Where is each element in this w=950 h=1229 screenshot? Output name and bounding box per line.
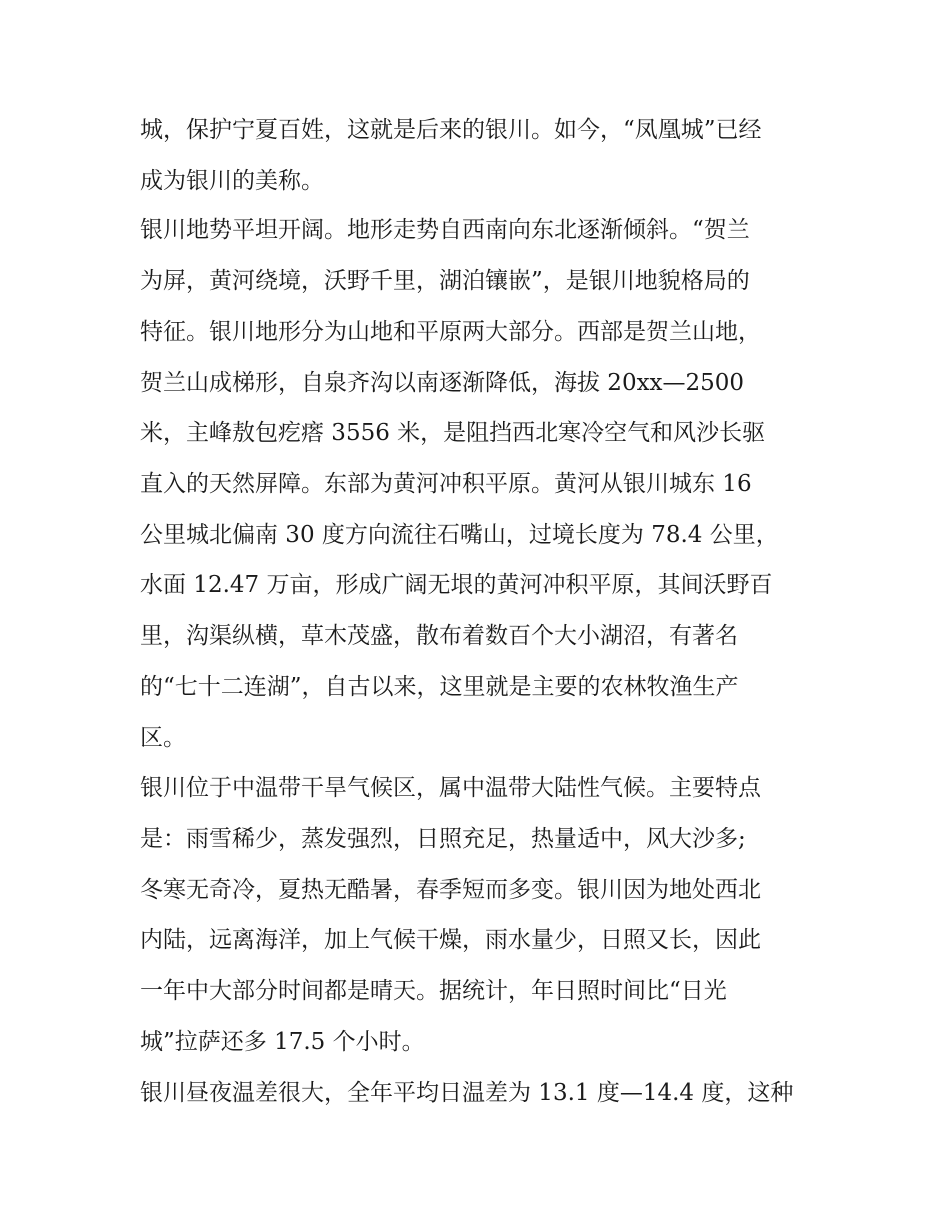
text-line: 一年中大部分时间都是晴天。据统计，年日照时间比“日光 [140, 978, 727, 1004]
text-line: 银川昼夜温差很大，全年平均日温差为 13.1 度—14.4 度，这种 [140, 1080, 794, 1106]
text-line: 冬寒无奇冷，夏热无酷暑，春季短而多变。银川因为地处西北 [140, 877, 761, 903]
text-line: 里，沟渠纵横，草木茂盛，散布着数百个大小湖沼，有著名 [140, 623, 738, 649]
text-line: 米，主峰敖包疙瘩 3556 米，是阻挡西北寒冷空气和风沙长驱 [140, 420, 766, 446]
text-line: 是：雨雪稀少，蒸发强烈，日照充足，热量适中，风大沙多; [140, 826, 746, 852]
text-line: 区。 [140, 725, 186, 751]
text-line: 直入的天然屏障。东部为黄河冲积平原。黄河从银川城东 16 [140, 471, 752, 497]
text-line: 城，保护宁夏百姓，这就是后来的银川。如今，“凤凰城”已经 [140, 117, 762, 143]
text-line: 城”拉萨还多 17.5 个小时。 [140, 1029, 425, 1055]
text-line: 的“七十二连湖”，自古以来，这里就是主要的农林牧渔生产 [140, 674, 739, 700]
text-line: 特征。银川地形分为山地和平原两大部分。西部是贺兰山地， [140, 319, 761, 345]
text-line: 银川地势平坦开阔。地形走势自西南向东北逐渐倾斜。“贺兰 [140, 217, 750, 243]
text-line: 成为银川的美称。 [140, 168, 324, 194]
text-line: 银川位于中温带干旱气候区，属中温带大陆性气候。主要特点 [140, 775, 761, 801]
text-line: 公里城北偏南 30 度方向流往石嘴山，过境长度为 78.4 公里， [140, 522, 779, 548]
text-line: 水面 12.47 万亩，形成广阔无垠的黄河冲积平原，其间沃野百 [140, 572, 773, 598]
text-line: 内陆，远离海洋，加上气候干燥，雨水量少，日照又长，因此 [140, 927, 761, 953]
text-line: 为屏，黄河绕境，沃野千里，湖泊镶嵌”，是银川地貌格局的 [140, 268, 750, 294]
text-line: 贺兰山成梯形，自泉齐沟以南逐渐降低，海拔 20xx—2500 [140, 370, 745, 396]
